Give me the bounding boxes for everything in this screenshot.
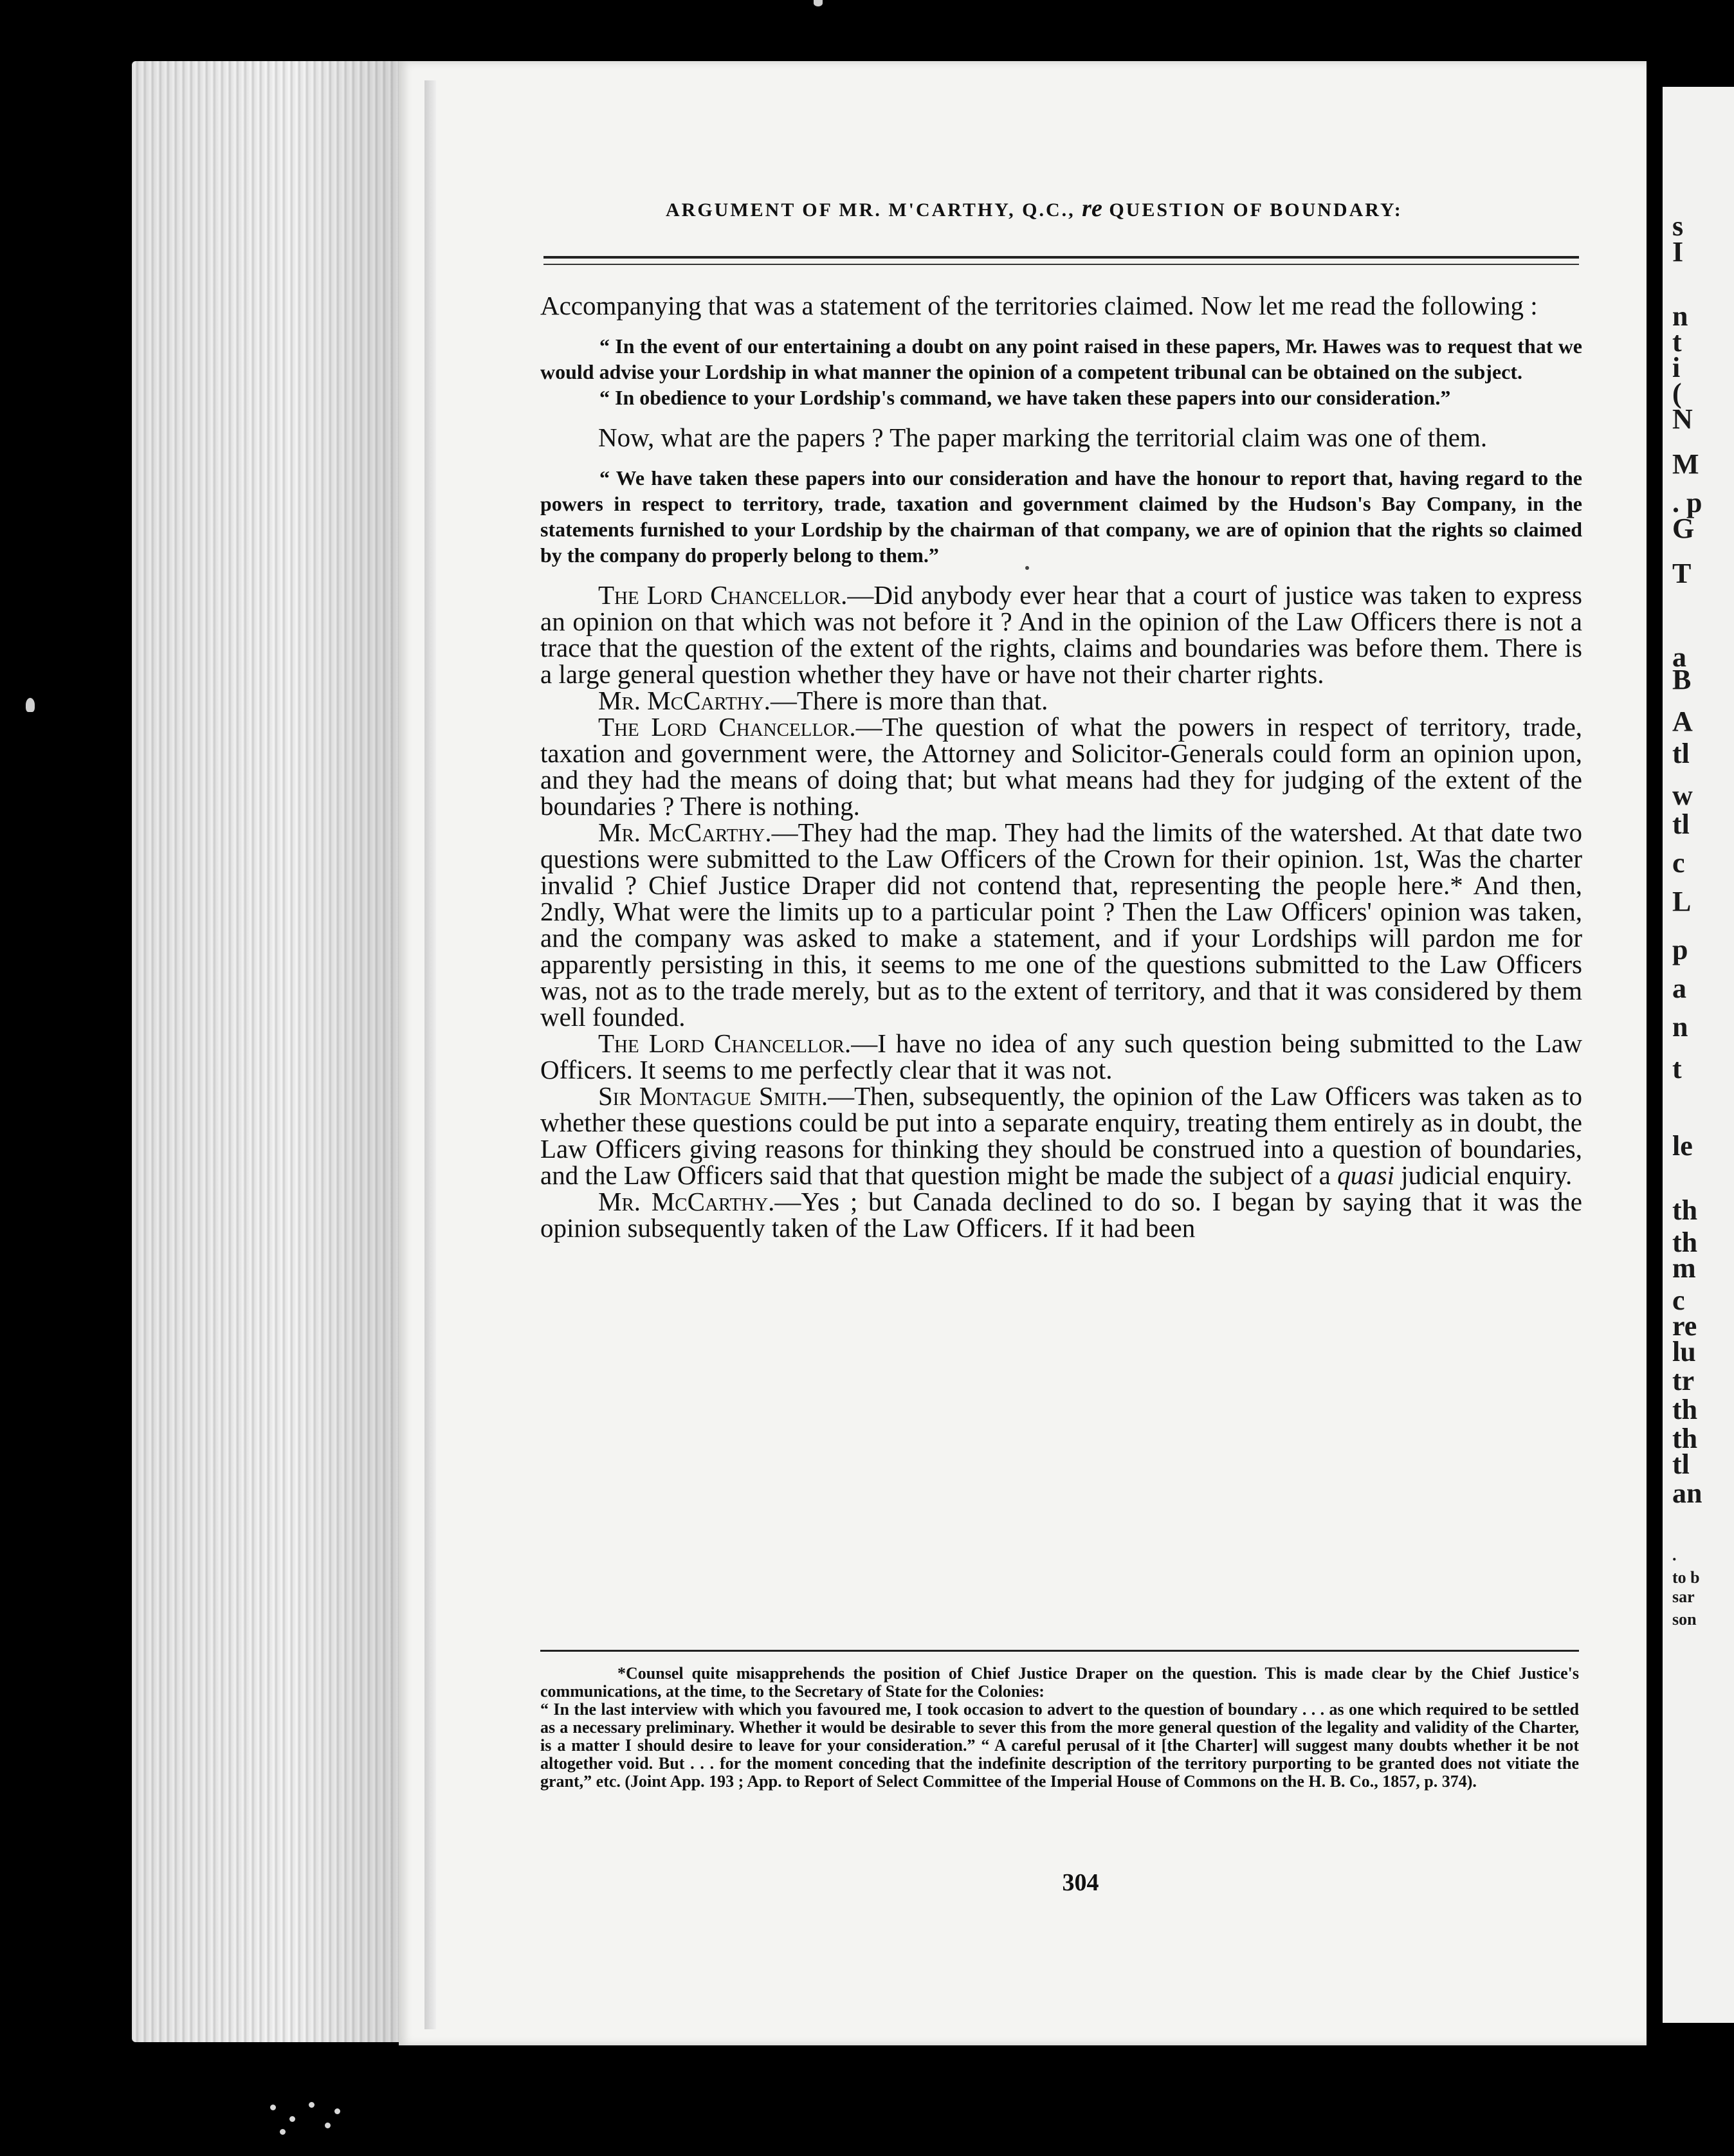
- adjacent-page-fragment: n: [1672, 300, 1688, 332]
- adjacent-page-fragment: re: [1672, 1310, 1697, 1342]
- scan-debris: [264, 2097, 347, 2142]
- adjacent-page-fragment: p: [1672, 934, 1688, 965]
- speaker: Mr. McCarthy.: [598, 686, 771, 715]
- running-head-text: ARGUMENT OF MR. M'CARTHY, Q.C.,: [666, 199, 1082, 221]
- speaker: The Lord Chancellor.: [598, 580, 848, 610]
- speech: [540, 1189, 1582, 1241]
- adjacent-page-fragment: th: [1672, 1394, 1698, 1425]
- adjacent-page-fragment: tr: [1672, 1365, 1695, 1396]
- page-gutter: [424, 80, 436, 2029]
- speech-text: —Then, subsequently, the opinion of the Law Officers was taken as to whether these questions could be put into a separate enquiry, treating them entirely as in doubt, the Law Officers giving reasons for thinking they should be construed into a question of boundaries, and the Law Officers said that that question might be made the subject of a: [540, 1081, 1583, 1190]
- running-head-text: QUESTION OF BOUNDARY:: [1102, 199, 1403, 221]
- adjacent-page-fragment: (: [1672, 378, 1682, 409]
- adjacent-page-fragment: T: [1672, 558, 1692, 589]
- speech: [540, 582, 1582, 688]
- speaker: The Lord Chancellor.: [598, 1028, 852, 1058]
- adjacent-page-fragment: son: [1672, 1610, 1697, 1629]
- block-quote: “ In the event of our entertaining a doubt on any point raised in these papers, Mr. Hawes was to request that we would advise your Lordship in what manner the opinion of a competent tribunal can be obtained on the subject.: [540, 334, 1582, 383]
- block-quote: “ In obedience to your Lordship's command, we have taken these papers into our consideration.”: [599, 386, 1451, 409]
- adjacent-page-fragment: c: [1672, 1284, 1685, 1316]
- adjacent-page-fragment: . p: [1672, 487, 1702, 518]
- page-edge-shadow: [132, 61, 402, 2042]
- adjacent-page-fragment: sar: [1672, 1587, 1695, 1606]
- page-number: 304: [1062, 1869, 1099, 1896]
- adjacent-page-fragment: th: [1672, 1423, 1698, 1454]
- block-quote: “ We have taken these papers into our consideration and have the honour to report that, having regard to the powers in respect to territory, trade, taxation and government claimed by the Hudson's Bay Company, in the statements furnished to your Lordship by the chairman of that company, we are of opinion that the rights so claimed by the company do properly belong to them.”: [540, 466, 1582, 567]
- speech: [540, 1083, 1582, 1189]
- adjacent-page-fragment: m: [1672, 1252, 1696, 1284]
- footnote-lead: *Counsel quite misapprehends the position of Chief Justice Draper on the question. This is made clear by the Chief Justice's communications, at the time, to the Secretary of State for the Colonies:: [540, 1664, 1579, 1701]
- speech-text: —I have no idea of any such question being submitted to the Law Officers. It seems to me perfectly clear that it was not.: [540, 1028, 1582, 1084]
- speaker: Sir Montague Smith.: [598, 1081, 828, 1111]
- adjacent-page-fragment: w: [1672, 780, 1693, 811]
- speech-text: —They had the map. They had the limits of the watershed. At that date two questions were submitted to the Law Officers of the Crown for their opinion. 1st, Was the charter invalid ? Chief Justice Draper did not contend that, representing the people here.* And then, 2ndly, What were the limits up to a particular point ? Then the Law Officers' opinion was taken, and the company was asked to make a statement, and if your Lordships will pardon me for apparently persisting in this, it seems to me one of the questions submitted to the Law Officers was, not as to the trade merely, but as to the extent of territory, and that it was considered by them well founded.: [540, 818, 1583, 1032]
- scan-mark: [814, 0, 823, 6]
- speech-text: judicial enquiry.: [1394, 1160, 1573, 1190]
- speech-text: —The question of what the powers in respect of territory, trade, taxation and government were, the Attorney and Solicitor-Generals could form an opinion upon, and they had the means of doing that; but what means had they for judging of the extent of the boundaries ? There is nothing.: [540, 712, 1583, 821]
- adjacent-page-fragment: t: [1672, 1053, 1682, 1084]
- adjacent-page-fragment: tl: [1672, 1448, 1690, 1480]
- adjacent-page-fragment: a: [1672, 641, 1686, 673]
- adjacent-page-fragment: an: [1672, 1477, 1702, 1509]
- paragraph: Accompanying that was a statement of the territories claimed. Now let me read the following :: [540, 291, 1538, 320]
- adjacent-page-fragment: i: [1672, 352, 1681, 383]
- adjacent-page-fragment: s: [1672, 210, 1684, 242]
- paragraph: Now, what are the papers ? The paper marking the territorial claim was one of them.: [598, 423, 1488, 452]
- scan-mark: [26, 698, 35, 712]
- speaker: Mr. McCarthy.: [598, 818, 772, 847]
- running-head: [666, 194, 1495, 223]
- adjacent-page-fragment: tl: [1672, 808, 1690, 840]
- speech-italic: quasi: [1337, 1160, 1394, 1190]
- adjacent-page-fragment: n: [1672, 1011, 1688, 1043]
- speech: [540, 688, 1582, 714]
- running-head-italic: re: [1082, 195, 1102, 222]
- adjacent-page-fragment: A: [1672, 706, 1693, 737]
- adjacent-page-fragment: to b: [1672, 1568, 1700, 1587]
- adjacent-page-fragment: B: [1672, 664, 1692, 695]
- header-rule: [543, 256, 1579, 259]
- speech: [540, 1030, 1582, 1083]
- speech-text: —Did anybody ever hear that a court of justice was taken to express an opinion on that which was not before it ? And in the opinion of the Law Officers there is not a trace that the question of the extent of the rights, claims and boundaries was before them. There is a large general question whether they have or have not their charter rights.: [540, 580, 1582, 689]
- adjacent-page-fragment: th: [1672, 1194, 1698, 1226]
- speech-text: —Yes ; but Canada declined to do so. I began by saying that it was the opinion subsequently taken of the Law Officers. If it had been: [540, 1187, 1582, 1243]
- adjacent-page-fragment: le: [1672, 1130, 1693, 1162]
- adjacent-page-fragment: N: [1672, 403, 1693, 435]
- adjacent-page-fragment: L: [1672, 886, 1692, 917]
- speech-text: —There is more than that.: [770, 686, 1048, 715]
- adjacent-page-fragment: c: [1672, 847, 1685, 879]
- adjacent-page-fragment: tl: [1672, 738, 1690, 769]
- speech: [540, 714, 1582, 819]
- header-rule: [543, 264, 1579, 265]
- speech: [540, 819, 1582, 1030]
- adjacent-page-fragment: .: [1672, 1546, 1677, 1564]
- adjacent-page-fragment: t: [1672, 326, 1682, 358]
- footnote: [540, 1665, 1579, 1791]
- footnote-quote: “ In the last interview with which you favoured me, I took occasion to advert to the question of boundary . . . as one which required to be settled as a necessary preliminary. Whether it would be desirable to sever this from the more general question of the legality and validity of the Charter, is a matter I should desire to leave for your consideration.” “ A careful perusal of it [the Charter] will suggest many doubts whether it be not altogether void. But . . . for the moment conceding that the indefinite description of the territory purporting to be granted does not vitiate the grant,” etc. (Joint App. 193 ; App. to Report of Select Committee of the Imperial House of Commons on the H. B. Co., 1857, p. 374).: [540, 1700, 1579, 1791]
- adjacent-page-fragment: lu: [1672, 1336, 1696, 1367]
- footnote-rule: [540, 1650, 1579, 1652]
- speaker: Mr. McCarthy.: [598, 1187, 775, 1216]
- adjacent-page-fragment: a: [1672, 973, 1686, 1004]
- adjacent-page-fragment: I: [1672, 236, 1684, 268]
- adjacent-page-fragment: M: [1672, 448, 1699, 480]
- page-body: [540, 293, 1582, 1241]
- adjacent-page-fragment: G: [1672, 513, 1695, 544]
- adjacent-page-fragment: th: [1672, 1227, 1698, 1258]
- speaker: The Lord Chancellor.: [598, 712, 856, 742]
